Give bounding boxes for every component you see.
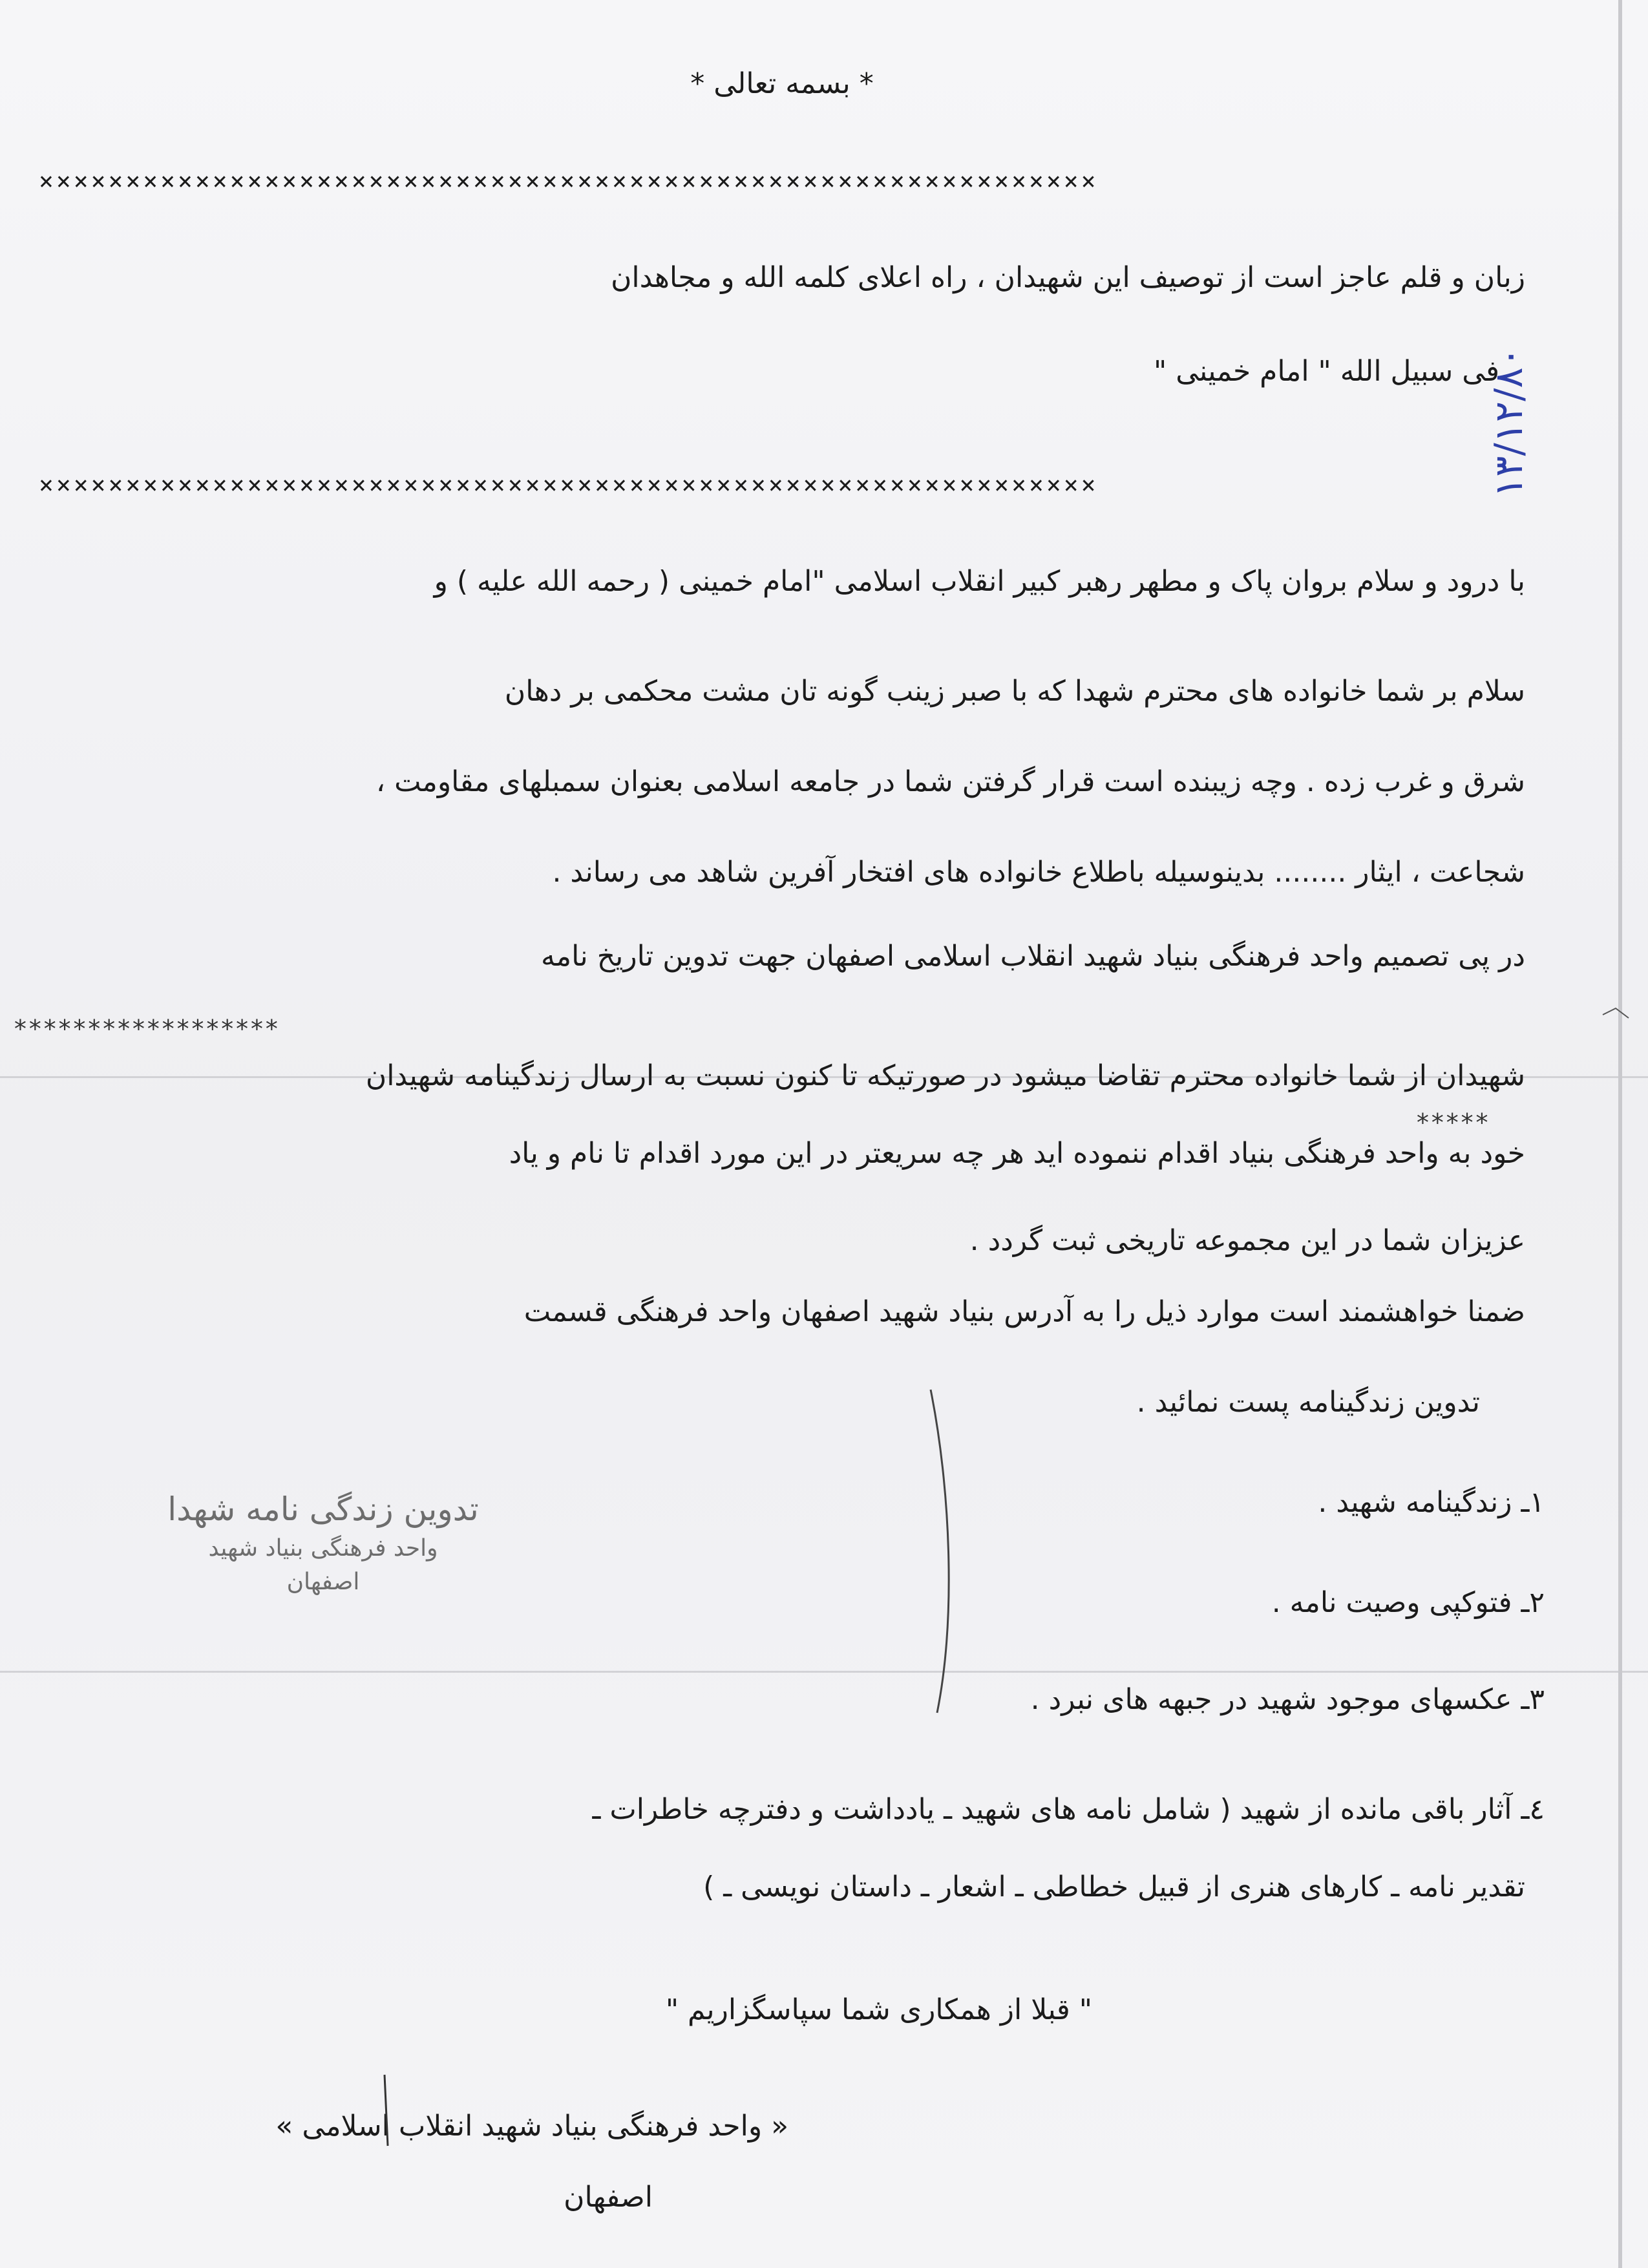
separator-top: ××××××××××××××××××××××××××××××××××××××××××××××××××××××××××××× [39, 167, 1099, 195]
quote-line-2: فی سبیل الله " امام خمینی " [1154, 355, 1499, 388]
document-title: * بسمه تعالی * [690, 67, 874, 100]
handwritten-date: ۱۳/۱۲/۸۰ [1486, 346, 1532, 498]
body-line: سلام بر شما خانواده های محترم شهدا که با صبر زینب گونه تان مشت محکمی بر دهان [504, 675, 1525, 708]
body-line: در پی تصمیم واحد فرهنگی بنیاد شهید انقلاب اسلامی اصفهان جهت تدوین تاریخ نامه [540, 940, 1525, 973]
stamp-title: تدوین زندگی نامه شهدا [167, 1490, 479, 1528]
body-line: شرق و غرب زده . وچه زیبنده است قرار گرفتن شما در جامعه اسلامی بعنوان سمبلهای مقاومت ، [375, 765, 1525, 798]
body-line: عزیزان شما در این مجموعه تاریخی ثبت گردد . [969, 1224, 1525, 1257]
stamp-city: اصفهان [286, 1569, 360, 1595]
list-item: ٢ـ فتوکپی وصیت نامه . [1271, 1586, 1545, 1619]
list-item: ٤ـ آثار باقی مانده از شهید ( شامل نامه های شهید ـ یادداشت و دفترچه خاطرات ـ [592, 1793, 1545, 1826]
closing-sender: « واحد فرهنگی بنیاد شهید انقلاب اسلامی » [275, 2110, 788, 2143]
stars-decoration: ****************** [13, 1015, 279, 1043]
body-line: خود به واحد فرهنگی بنیاد اقدام ننموده اید هر چه سریعتر در این مورد اقدام تا نام و یاد [509, 1137, 1525, 1170]
body-line: شهیدان از شما خانواده محترم تقاضا میشود در صورتیکه تا کنون نسبت به ارسال زندگینامه شهیدان [365, 1059, 1525, 1092]
separator-bottom: ××××××××××××××××××××××××××××××××××××××××××××××××××××××××××××× [39, 471, 1099, 499]
body-line: شجاعت ، ایثار ........ بدینوسیله باطلاع خانواده های افتخار آفرین شاهد می رساند . [552, 856, 1525, 889]
body-line: با درود و سلام بروان پاک و مطهر رهبر کبیر انقلاب اسلامی "امام خمینی ( رحمه الله علیه ) و [434, 565, 1525, 598]
body-line: ضمنا خواهشمند است موارد ذیل را به آدرس بنیاد شهید اصفهان واحد فرهنگی قسمت [523, 1295, 1525, 1328]
stamp-organization: واحد فرهنگی بنیاد شهید [208, 1535, 438, 1562]
pen-stroke [1603, 1008, 1629, 1018]
list-item: ١ـ زندگینامه شهید . [1318, 1486, 1545, 1519]
pen-stroke [931, 1390, 949, 1713]
body-line: تدوین زندگینامه پست نمائید . [1136, 1386, 1480, 1419]
stars-decoration: ***** [1415, 1108, 1490, 1137]
closing-city: اصفهان [564, 2181, 653, 2214]
quote-line-1: زبان و قلم عاجز است از توصیف این شهیدان ، راه اعلای کلمه الله و مجاهدان [611, 261, 1525, 294]
list-item: تقدیر نامه ـ کارهای هنری از قبیل خطاطی ـ اشعار ـ داستان نویسی ـ ) [703, 1871, 1525, 1903]
pen-stroke [385, 2075, 388, 2146]
closing-thanks: " قبلا از همکاری شما سپاسگزاریم " [665, 1993, 1092, 2026]
list-item: ٣ـ عکسهای موجود شهید در جبهه های نبرد . [1030, 1683, 1545, 1716]
